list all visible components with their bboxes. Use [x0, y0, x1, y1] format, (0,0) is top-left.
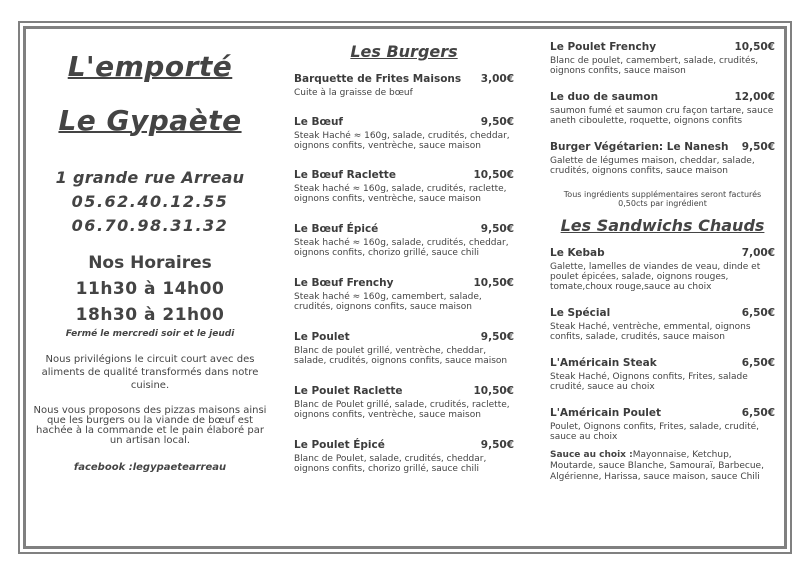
menu-item-name: Le Poulet [294, 331, 350, 343]
menu-item-header [550, 246, 775, 260]
menu-item-header [294, 330, 514, 344]
sandwichs-column [550, 30, 775, 483]
menu-item-description: Galette, lamelles de viandes de veau, dinde et poulet épicées, salade, oignons rouges, tomate,choux rouge,sauce au choix [550, 262, 761, 292]
menu-item-price: 6,50€ [741, 407, 775, 419]
menu-item-header [550, 140, 775, 154]
circuit-court-paragraph: Nous privilégions le circuit court avec des aliments de qualité transformés dans notre cuisine. [41, 354, 259, 391]
menu-item-name: Le Spécial [550, 307, 611, 319]
menu-item [550, 40, 775, 76]
menu-item-description: saumon fumé et saumon cru façon tartare, sauce aneth ciboulette, roquette, oignons confits [550, 106, 774, 126]
menu-item-description: Steak haché ≈ 160g, salade, crudités, cheddar, oignons confits, chorizo grillé, sauce chili [294, 238, 509, 258]
menu-item-description: Blanc de Poulet grillé, salade, crudités, raclette, oignons confits, ventrèche, sauce maison [294, 400, 510, 420]
menu-item-price: 10,50€ [473, 169, 514, 181]
menu-item [550, 140, 775, 176]
menu-item-price: 10,50€ [473, 385, 514, 397]
menu-item [550, 356, 775, 392]
menu-item-description: Steak Haché ≈ 160g, salade, crudités, cheddar, oignons confits, ventrèche, sauce maison [294, 131, 510, 151]
menu-item-name: Le Poulet Frenchy [550, 41, 657, 53]
menu-item [294, 384, 514, 420]
menu-item-description: Blanc de poulet grillé, ventrèche, cheddar, salade, crudités, oignons confits, sauce maison [294, 346, 508, 366]
menu-item-name: Le Poulet Épicé [294, 439, 385, 451]
menu-item [550, 406, 775, 442]
menu-item-price: 9,50€ [480, 116, 514, 128]
menu-item-price: 3,00€ [480, 73, 514, 85]
menu-item-name: Barquette de Frites Maisons [294, 73, 462, 85]
menu-item-name: Le Bœuf Frenchy [294, 277, 394, 289]
extra-ingredients-note: Tous ingrédients supplémentaires seront facturés 0,50cts par ingrédient [563, 190, 762, 208]
menu-item-header [550, 40, 775, 54]
menu-item-header [294, 438, 514, 452]
menu-item-price: 12,00€ [734, 91, 775, 103]
phone-2: 06.70.98.31.32 [71, 216, 229, 235]
menu-item [294, 276, 514, 312]
menu-item-price: 7,00€ [741, 247, 775, 259]
menu-item-name: Le Bœuf Raclette [294, 169, 396, 181]
facebook-handle: facebook :legypaetearreau [73, 462, 227, 473]
menu-item-description: Poulet, Oignons confits, Frites, salade, crudité, sauce au choix [550, 422, 760, 442]
menu-item-description: Blanc de Poulet, salade, crudités, cheddar, oignons confits, chorizo grillé, sauce chili [294, 454, 487, 474]
menu-item-description: Blanc de poulet, camembert, salade, crudités, oignons confits, sauce maison [550, 56, 759, 76]
menu-item-description: Steak haché ≈ 160g, salade, crudités, raclette, oignons confits, ventrèche, sauce maison [294, 184, 507, 204]
burgers-section-title: Les Burgers [350, 42, 458, 61]
restaurant-title-line1: L'emporté [67, 50, 233, 83]
phone-1: 05.62.40.12.55 [71, 192, 229, 211]
menu-item-header [294, 276, 514, 290]
menu-item-price: 10,50€ [473, 277, 514, 289]
menu-item [294, 168, 514, 204]
menu-item-header [294, 115, 514, 129]
menu-item-name: Le Bœuf Épicé [294, 223, 379, 235]
menu-item-name: L'Américain Poulet [550, 407, 662, 419]
menu-item [550, 90, 775, 126]
closed-days: Fermé le mercredi soir et le jeudi [65, 329, 235, 339]
homemade-paragraph: Nous vous proposons des pizzas maisons ainsi que les burgers ou la viande de bœuf est hachée à la commande et le pain élaboré par un artisan local. [33, 405, 267, 446]
menu-item [550, 246, 775, 292]
menu-item [294, 438, 514, 474]
menu-item-header [550, 406, 775, 420]
menu-item-header [550, 90, 775, 104]
menu-item-header [550, 356, 775, 370]
menu-item-header [294, 168, 514, 182]
sandwichs-section-title: Les Sandwichs Chauds [560, 216, 765, 235]
menu-item-description: Steak Haché, ventrèche, emmental, oignons confits, salade, crudités, sauce maison [550, 322, 751, 342]
menu-item [550, 306, 775, 342]
hours-title: Nos Horaires [88, 253, 212, 273]
menu-item [294, 330, 514, 366]
sauce-choice-list: Mayonnaise, Ketchup, Moutarde, sauce Blanche, Samouraï, Barbecue, Algérienne, Harissa, sauce maison, sauce Chili [550, 450, 764, 482]
menu-item-price: 6,50€ [741, 307, 775, 319]
menu-item-price: 9,50€ [480, 331, 514, 343]
menu-item-price: 9,50€ [480, 439, 514, 451]
menu-item-price: 10,50€ [734, 41, 775, 53]
menu-item-price: 9,50€ [741, 141, 775, 153]
menu-item-header [294, 72, 514, 86]
info-column [30, 30, 270, 473]
address: 1 grande rue Arreau [55, 168, 245, 187]
menu-item [294, 222, 514, 258]
menu-item-description: Galette de légumes maison, cheddar, salade, crudités, oignons confits, sauce maison [550, 156, 755, 176]
menu-item-name: Le Poulet Raclette [294, 385, 403, 397]
menu-item-name: L'Américain Steak [550, 357, 657, 369]
menu-item [294, 72, 514, 98]
menu-item-name: Le duo de saumon [550, 91, 659, 103]
sauce-choice-label: Sauce au choix : [550, 450, 633, 460]
menu-item-description: Steak Haché, Oignons confits, Frites, salade crudité, sauce au choix [550, 372, 748, 392]
menu-item [294, 115, 514, 151]
menu-item-name: Le Bœuf [294, 116, 344, 128]
menu-item-description: Steak haché ≈ 160g, camembert, salade, crudités, oignons confits, sauce maison [294, 292, 482, 312]
menu-item-name: Burger Végétarien: Le Nanesh [550, 141, 729, 153]
hours-lunch: 11h30 à 14h00 [75, 279, 225, 299]
menu-item-price: 9,50€ [480, 223, 514, 235]
menu-item-header [294, 384, 514, 398]
burgers-column [294, 42, 514, 474]
menu-item-header [294, 222, 514, 236]
menu-item-name: Le Kebab [550, 247, 605, 259]
menu-item-price: 6,50€ [741, 357, 775, 369]
menu-item-header [550, 306, 775, 320]
menu-item-description: Cuite à la graisse de bœuf [294, 88, 413, 98]
sauce-choice [550, 450, 775, 483]
restaurant-title-line2: Le Gypaète [58, 104, 242, 137]
hours-dinner: 18h30 à 21h00 [75, 305, 225, 325]
